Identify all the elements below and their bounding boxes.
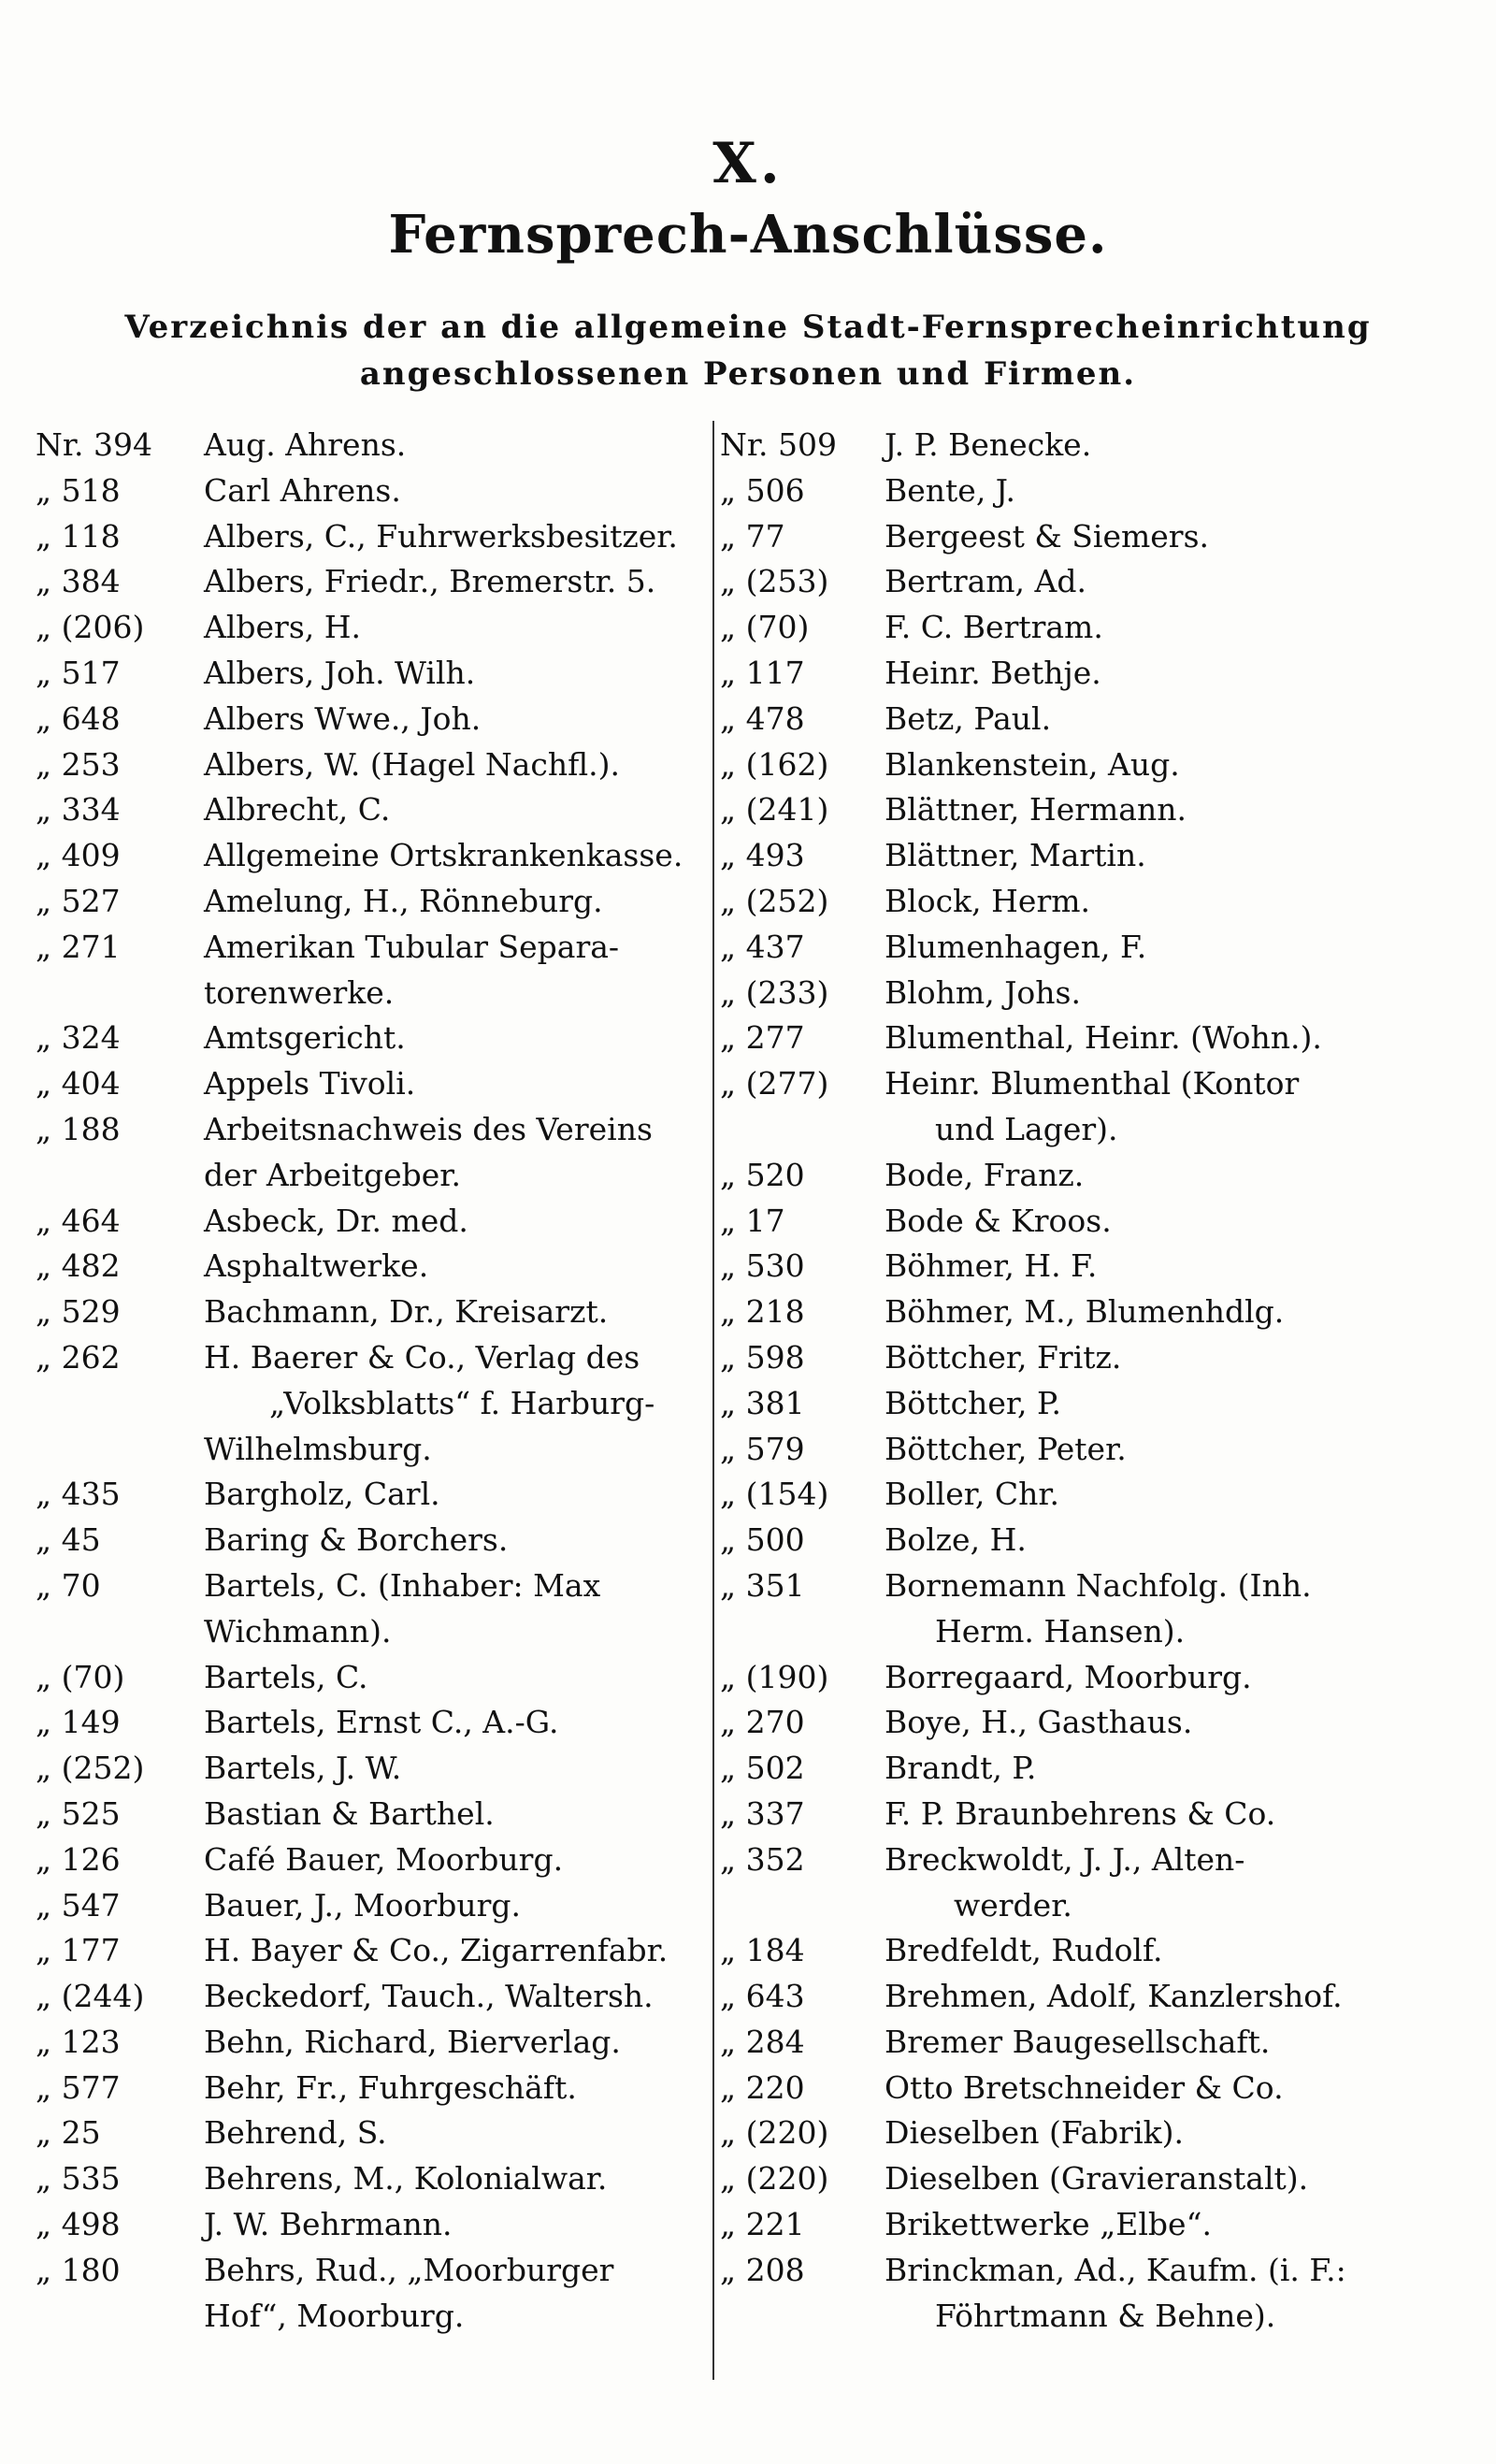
subscriber-name: Block, Herm.	[885, 882, 1090, 919]
phone-number: „ 579	[720, 1430, 805, 1467]
directory-entry	[720, 2111, 1468, 2156]
phone-number: „ 123	[36, 2023, 121, 2060]
subscriber-name: Baring & Borchers.	[204, 1521, 509, 1559]
subscriber-name: Blättner, Hermann.	[885, 791, 1187, 829]
subscriber-name: Bastian & Barthel.	[204, 1794, 495, 1832]
directory-entry	[36, 423, 701, 468]
phone-number: „ 188	[36, 1110, 121, 1147]
directory-entry	[720, 787, 1468, 833]
directory-entry	[720, 1837, 1468, 1883]
directory-entry	[720, 514, 1468, 560]
directory-entry	[36, 1518, 701, 1563]
subscriber-name: Amtsgericht.	[204, 1019, 406, 1057]
directory-entry	[720, 1016, 1468, 1061]
phone-number: „ 527	[36, 882, 121, 919]
phone-number: „ 577	[36, 2068, 121, 2106]
phone-number: „ 149	[36, 1704, 121, 1741]
directory-entry	[36, 697, 701, 742]
directory-entry	[36, 1655, 701, 1701]
subscriber-name: Behrend, S.	[204, 2114, 387, 2152]
phone-number: „ 17	[720, 1202, 785, 1239]
subscriber-name: Wilhelmsburg.	[204, 1430, 432, 1467]
directory-entry	[36, 1107, 701, 1153]
phone-number: „ 529	[36, 1293, 121, 1331]
subscriber-name: Bornemann Nachfolg. (Inh.	[885, 1566, 1312, 1604]
directory-entry	[720, 1746, 1468, 1792]
directory-entry	[720, 651, 1468, 697]
phone-number: „ 253	[36, 745, 121, 783]
phone-number: „ 518	[36, 471, 121, 509]
phone-number: „ 435	[36, 1476, 121, 1513]
subscriber-name: Beckedorf, Tauch., Waltersh.	[204, 1978, 654, 2015]
directory-entry	[720, 1928, 1468, 1974]
subscriber-name: Heinr. Blumenthal (Kontor	[885, 1065, 1300, 1102]
directory-entry	[36, 1700, 701, 1746]
phone-number: „ 517	[36, 654, 121, 691]
subscriber-name: Böhmer, M., Blumenhdlg.	[885, 1293, 1285, 1331]
directory-entry	[36, 2156, 701, 2202]
phone-number: „ 271	[36, 928, 121, 965]
directory-entry	[720, 879, 1468, 925]
phone-number: „ 500	[720, 1521, 805, 1559]
phone-number: „ (277)	[720, 1065, 829, 1102]
phone-number: „ (190)	[720, 1658, 829, 1695]
phone-number: „ 270	[720, 1704, 805, 1741]
phone-number: „ (244)	[36, 1978, 145, 2015]
directory-entry	[36, 1061, 701, 1107]
directory-entry	[720, 1518, 1468, 1563]
subscriber-name: Böttcher, Peter.	[885, 1430, 1127, 1467]
directory-entry	[720, 2248, 1468, 2294]
subscriber-name: Borregaard, Moorburg.	[885, 1658, 1252, 1695]
phone-number: „ 498	[36, 2206, 121, 2243]
phone-number: „ 70	[36, 1566, 101, 1604]
phone-number: „ 381	[720, 1384, 805, 1421]
phone-number: „ 437	[720, 928, 805, 965]
phone-number: Nr. 509	[720, 426, 837, 463]
directory-entry	[720, 605, 1468, 651]
directory-entry	[720, 468, 1468, 514]
directory-entry	[36, 2111, 701, 2156]
phone-number: „ 118	[36, 517, 121, 555]
section-number: X.	[712, 131, 784, 196]
directory-entry	[36, 559, 701, 605]
column-divider	[712, 421, 714, 2380]
phone-number: „ 45	[36, 1521, 101, 1559]
phone-number: „ 334	[36, 791, 121, 829]
phone-number: „ 535	[36, 2160, 121, 2197]
directory-entry	[36, 2202, 701, 2248]
subscriber-name: Café Bauer, Moorburg.	[204, 1840, 564, 1878]
phone-number: „ 478	[720, 699, 805, 737]
subscriber-name: Appels Tivoli.	[204, 1065, 416, 1102]
directory-entry	[36, 514, 701, 560]
phone-number: „ 384	[36, 563, 121, 600]
phone-number: „ 525	[36, 1794, 121, 1832]
subscriber-name: Asphaltwerke.	[204, 1247, 429, 1285]
directory-entry	[36, 1563, 701, 1609]
subscriber-name: Dieselben (Fabrik).	[885, 2114, 1184, 2152]
subscriber-name: Bachmann, Dr., Kreisarzt.	[204, 1293, 609, 1331]
phone-number: „ 221	[720, 2206, 805, 2243]
subscriber-name: Otto Bretschneider & Co.	[885, 2068, 1284, 2106]
directory-entry	[36, 1381, 701, 1427]
subscriber-name: F. P. Braunbehrens & Co.	[885, 1794, 1276, 1832]
directory-entry	[720, 742, 1468, 788]
directory-entry	[720, 423, 1468, 468]
directory-entry	[36, 1153, 701, 1199]
phone-number: „ (233)	[720, 973, 829, 1011]
directory-entry	[36, 925, 701, 971]
directory-entry	[36, 1837, 701, 1883]
phone-number: „ 648	[36, 699, 121, 737]
directory-entry	[720, 1974, 1468, 2020]
subscriber-name: Böttcher, Fritz.	[885, 1338, 1122, 1376]
phone-number: „ 337	[720, 1794, 805, 1832]
phone-number: „ 643	[720, 1978, 805, 2015]
phone-number: „ (220)	[720, 2160, 829, 2197]
directory-entry	[720, 1883, 1468, 1929]
directory-entry	[720, 1427, 1468, 1473]
directory-entry	[720, 971, 1468, 1016]
left-column	[36, 423, 701, 2339]
directory-entry	[720, 1335, 1468, 1381]
subscriber-name: Arbeitsnachweis des Vereins	[204, 1110, 653, 1147]
directory-entry	[720, 1472, 1468, 1518]
phone-number: „ 409	[36, 837, 121, 874]
directory-entry	[720, 1153, 1468, 1199]
directory-entry	[720, 1655, 1468, 1701]
phone-number: „ (252)	[36, 1750, 145, 1787]
directory-entry	[36, 1974, 701, 2020]
subscriber-name: Behr, Fr., Fuhrgeschäft.	[204, 2068, 577, 2106]
directory-entry	[720, 1199, 1468, 1245]
subscriber-name: Hof“, Moorburg.	[204, 2297, 465, 2334]
phone-number: „ 351	[720, 1566, 805, 1604]
subscriber-name: Herm. Hansen).	[935, 1612, 1186, 1650]
phone-number: „ 25	[36, 2114, 101, 2152]
subscriber-name: Carl Ahrens.	[204, 471, 401, 509]
phone-number: „ (241)	[720, 791, 829, 829]
directory-entry	[720, 559, 1468, 605]
directory-entry	[36, 605, 701, 651]
subscriber-name: Bartels, C. (Inhaber: Max	[204, 1566, 601, 1604]
directory-entry	[36, 2020, 701, 2066]
subscriber-name: Heinr. Bethje.	[885, 654, 1101, 691]
subscriber-name: Bode & Kroos.	[885, 1202, 1112, 1239]
directory-entry	[720, 1290, 1468, 1335]
directory-entry	[36, 1427, 701, 1473]
directory-entry	[36, 833, 701, 879]
phone-number: „ 220	[720, 2068, 805, 2106]
phone-number: „ 352	[720, 1840, 805, 1878]
directory-entry	[720, 1244, 1468, 1290]
subscriber-name: H. Baerer & Co., Verlag des	[204, 1338, 640, 1376]
phone-number: „ 277	[720, 1019, 805, 1057]
directory-entry	[36, 1928, 701, 1974]
subscriber-name: Breckwoldt, J. J., Alten-	[885, 1840, 1245, 1878]
subscriber-name: Behn, Richard, Bierverlag.	[204, 2023, 621, 2060]
phone-number: „ 324	[36, 1019, 121, 1057]
phone-number: „ (252)	[720, 882, 829, 919]
directory-entry	[36, 879, 701, 925]
phone-number: „ 180	[36, 2251, 121, 2288]
subscriber-name: H. Bayer & Co., Zigarrenfabr.	[204, 1932, 669, 1969]
subscriber-name: Brinckman, Ad., Kaufm. (i. F.:	[885, 2251, 1346, 2288]
phone-number: „ 520	[720, 1156, 805, 1193]
subscriber-name: Amerikan Tubular Separa-	[204, 928, 620, 965]
directory-entry	[36, 2294, 701, 2340]
subscriber-name: Albers, Joh. Wilh.	[204, 654, 476, 691]
directory-entry	[36, 1335, 701, 1381]
phone-number: „ 598	[720, 1338, 805, 1376]
subscriber-name: Allgemeine Ortskrankenkasse.	[204, 837, 683, 874]
subscriber-name: Bergeest & Siemers.	[885, 517, 1209, 555]
subscriber-name: Behrs, Rud., „Moorburger	[204, 2251, 614, 2288]
phone-number: „ 262	[36, 1338, 121, 1376]
subscriber-name: Bredfeldt, Rudolf.	[885, 1932, 1163, 1969]
subscriber-name: Bargholz, Carl.	[204, 1476, 440, 1513]
phone-number: „ 284	[720, 2023, 805, 2060]
directory-entry	[720, 1107, 1468, 1153]
phone-number: „ (253)	[720, 563, 829, 600]
directory-entry	[720, 1792, 1468, 1837]
phone-number: „ 547	[36, 1886, 121, 1924]
subscriber-name: Albers Wwe., Joh.	[204, 699, 482, 737]
subscriber-name: werder.	[954, 1886, 1072, 1924]
directory-entry	[36, 2248, 701, 2294]
phone-number: „ 126	[36, 1840, 121, 1878]
subscriber-name: Brehmen, Adolf, Kanzlershof.	[885, 1978, 1343, 2015]
directory-entry	[36, 1199, 701, 1245]
directory-entry	[36, 1609, 701, 1655]
phone-number: „ 177	[36, 1932, 121, 1969]
subscriber-name: Föhrtmann & Behne).	[935, 2297, 1276, 2334]
phone-number: „ (162)	[720, 745, 829, 783]
subscriber-name: Bertram, Ad.	[885, 563, 1086, 600]
phone-number: „ 482	[36, 1247, 121, 1285]
subscriber-name: Betz, Paul.	[885, 699, 1052, 737]
subscriber-name: Albers, Friedr., Bremerstr. 5.	[204, 563, 656, 600]
subscriber-name: und Lager).	[935, 1110, 1118, 1147]
subscriber-name: Boller, Chr.	[885, 1476, 1060, 1513]
directory-entry	[36, 971, 701, 1016]
right-column	[720, 423, 1468, 2339]
directory-entry	[36, 1016, 701, 1061]
subscriber-name: Behrens, M., Kolonialwar.	[204, 2160, 608, 2197]
subscriber-name: Bolze, H.	[885, 1521, 1027, 1559]
subscriber-name: Brikettwerke „Elbe“.	[885, 2206, 1212, 2243]
subscriber-name: Asbeck, Dr. med.	[204, 1202, 468, 1239]
phone-number: „ 493	[720, 837, 805, 874]
subscriber-name: Albrecht, C.	[204, 791, 391, 829]
subscriber-name: Blohm, Johs.	[885, 973, 1081, 1011]
directory-entry	[720, 2020, 1468, 2066]
subscriber-name: Boye, H., Gasthaus.	[885, 1704, 1193, 1741]
directory-entry	[36, 742, 701, 788]
subscriber-name: Albers, W. (Hagel Nachfl.).	[204, 745, 621, 783]
subscriber-name: J. W. Behrmann.	[204, 2206, 453, 2243]
directory-entry	[720, 925, 1468, 971]
phone-number: „ (154)	[720, 1476, 829, 1513]
directory-entry	[36, 651, 701, 697]
subscriber-name: Brandt, P.	[885, 1750, 1037, 1787]
directory-entry	[720, 1609, 1468, 1655]
directory-entry	[36, 1290, 701, 1335]
subscriber-name: Bode, Franz.	[885, 1156, 1085, 1193]
subscriber-name: Amelung, H., Rönneburg.	[204, 882, 603, 919]
directory-entry	[720, 833, 1468, 879]
subscriber-name: Böhmer, H. F.	[885, 1247, 1098, 1285]
directory-entry	[36, 1883, 701, 1929]
phone-number: „ 184	[720, 1932, 805, 1969]
directory-entry	[720, 1563, 1468, 1609]
subscriber-name: J. P. Benecke.	[885, 426, 1092, 463]
phone-number: „ 77	[720, 517, 785, 555]
subscriber-name: Aug. Ahrens.	[204, 426, 407, 463]
page-title: Fernsprech-Anschlüsse.	[388, 204, 1108, 266]
subscriber-name: Bartels, C.	[204, 1658, 368, 1695]
subscriber-name: Bauer, J., Moorburg.	[204, 1886, 522, 1924]
directory-entry	[720, 2066, 1468, 2111]
directory-entry	[720, 1700, 1468, 1746]
directory-entry	[720, 1381, 1468, 1427]
phone-number: „ 464	[36, 1202, 121, 1239]
phone-number: „ (70)	[36, 1658, 125, 1695]
phone-number: „ (206)	[36, 609, 145, 646]
subscriber-name: Blumenthal, Heinr. (Wohn.).	[885, 1019, 1322, 1057]
directory-entry	[36, 1746, 701, 1792]
directory-entry	[36, 468, 701, 514]
subscriber-name: Albers, H.	[204, 609, 361, 646]
subscriber-name: „Volksblatts“ f. Harburg-	[269, 1384, 655, 1421]
phone-number: „ 506	[720, 471, 805, 509]
subscriber-name: Böttcher, P.	[885, 1384, 1062, 1421]
directory-entry	[36, 2066, 701, 2111]
subscriber-name: F. C. Bertram.	[885, 609, 1103, 646]
subscriber-name: Wichmann).	[204, 1612, 392, 1650]
subscriber-name: Bartels, J. W.	[204, 1750, 402, 1787]
subscriber-name: Blättner, Martin.	[885, 837, 1146, 874]
subscriber-name: Blankenstein, Aug.	[885, 745, 1180, 783]
directory-entry	[720, 1061, 1468, 1107]
phone-number: „ (70)	[720, 609, 810, 646]
subscriber-name: Albers, C., Fuhrwerksbesitzer.	[204, 517, 678, 555]
directory-entry	[36, 1792, 701, 1837]
phone-number: „ 530	[720, 1247, 805, 1285]
directory-entry	[36, 787, 701, 833]
subscriber-name: Bente, J.	[885, 471, 1015, 509]
subscriber-name: Bremer Baugesellschaft.	[885, 2023, 1271, 2060]
directory-entry	[36, 1472, 701, 1518]
directory-entry	[720, 2202, 1468, 2248]
subscriber-name: Bartels, Ernst C., A.-G.	[204, 1704, 559, 1741]
subscriber-name: Blumenhagen, F.	[885, 928, 1147, 965]
phone-number: „ 117	[720, 654, 805, 691]
phone-number: „ 502	[720, 1750, 805, 1787]
directory-entry	[720, 2156, 1468, 2202]
phone-number: „ (220)	[720, 2114, 829, 2152]
subtitle-line-1: Verzeichnis der an die allgemeine Stadt-Fernsprecheinrichtung	[124, 309, 1372, 346]
directory-entry	[720, 697, 1468, 742]
phone-number: „ 208	[720, 2251, 805, 2288]
directory-entry	[720, 2294, 1468, 2340]
subtitle-line-2: angeschlossenen Personen und Firmen.	[359, 355, 1137, 393]
subscriber-name: Dieselben (Gravieranstalt).	[885, 2160, 1309, 2197]
phone-number: Nr. 394	[36, 426, 152, 463]
directory-entry	[36, 1244, 701, 1290]
subscriber-name: der Arbeitgeber.	[204, 1156, 461, 1193]
subscriber-name: torenwerke.	[204, 973, 395, 1011]
phone-number: „ 218	[720, 1293, 805, 1331]
phone-number: „ 404	[36, 1065, 121, 1102]
